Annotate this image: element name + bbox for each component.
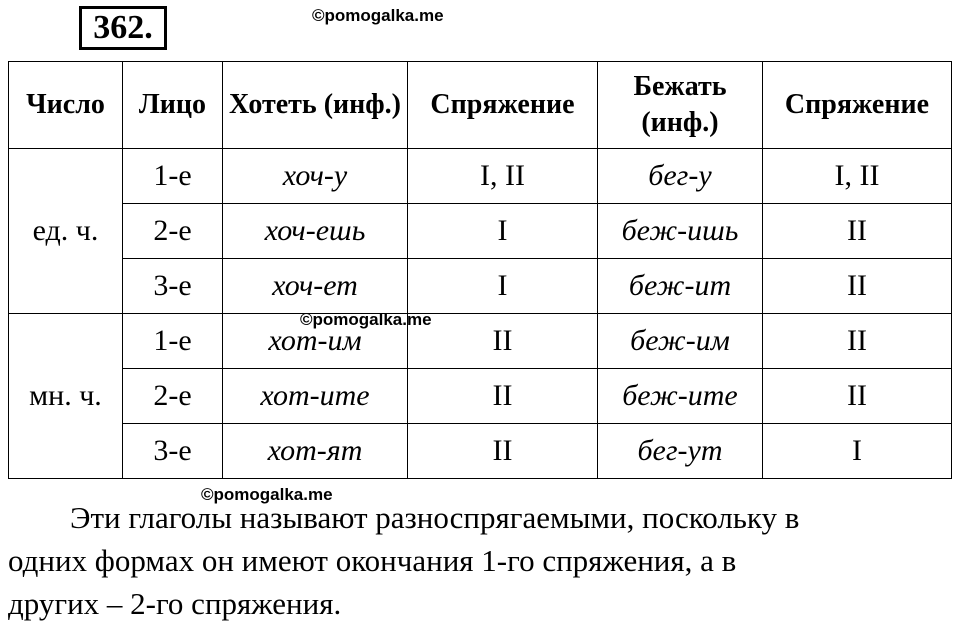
paragraph-line: Эти глаголы называют разноспрягаемыми, поскольку в xyxy=(70,500,800,535)
exercise-number: 362. xyxy=(79,6,167,50)
header-conjugation: Спряжение xyxy=(763,62,952,149)
run-form-cell: бег-ут xyxy=(598,424,763,479)
run-form-cell: беж-ишь xyxy=(598,204,763,259)
watermark: ©pomogalka.me xyxy=(312,6,444,25)
table-row xyxy=(9,314,952,369)
want-conjugation-cell: II xyxy=(408,314,598,369)
run-conjugation-cell: II xyxy=(763,259,952,314)
conjugation-table xyxy=(8,61,952,479)
want-form-cell: хот-ят xyxy=(223,424,408,479)
header-run-infinitive: Бежать (инф.) xyxy=(598,62,763,149)
table-header-row xyxy=(9,62,952,149)
run-conjugation-cell: I, II xyxy=(763,149,952,204)
want-form-cell: хот-ите xyxy=(223,369,408,424)
paragraph-line: других – 2-го спряжения. xyxy=(8,586,342,621)
want-form-cell: хоч-у xyxy=(223,149,408,204)
table-row xyxy=(9,259,952,314)
number-plural: мн. ч. xyxy=(9,314,123,479)
person-cell: 2-е xyxy=(123,204,223,259)
header-want-infinitive: Хотеть (инф.) xyxy=(223,62,408,149)
table-row xyxy=(9,369,952,424)
table-row xyxy=(9,424,952,479)
table-row xyxy=(9,204,952,259)
person-cell: 2-е xyxy=(123,369,223,424)
run-form-cell: беж-ит xyxy=(598,259,763,314)
want-form-cell: хот-им xyxy=(223,314,408,369)
header-number: Число xyxy=(9,62,123,149)
header-conjugation: Спряжение xyxy=(408,62,598,149)
want-conjugation-cell: II xyxy=(408,424,598,479)
person-cell: 1-е xyxy=(123,314,223,369)
number-singular: ед. ч. xyxy=(9,149,123,314)
run-form-cell: беж-ите xyxy=(598,369,763,424)
run-conjugation-cell: II xyxy=(763,204,952,259)
run-conjugation-cell: II xyxy=(763,369,952,424)
want-conjugation-cell: I xyxy=(408,204,598,259)
run-conjugation-cell: II xyxy=(763,314,952,369)
want-form-cell: хоч-ешь xyxy=(223,204,408,259)
want-conjugation-cell: II xyxy=(408,369,598,424)
run-conjugation-cell: I xyxy=(763,424,952,479)
explanation-paragraph xyxy=(8,496,953,625)
person-cell: 3-е xyxy=(123,259,223,314)
watermark: ©pomogalka.me xyxy=(201,485,333,504)
table-row xyxy=(9,149,952,204)
run-form-cell: беж-им xyxy=(598,314,763,369)
paragraph-line: одних формах он имеют окончания 1-го спряжения, а в xyxy=(8,543,737,578)
want-conjugation-cell: I xyxy=(408,259,598,314)
want-conjugation-cell: I, II xyxy=(408,149,598,204)
want-form-cell: хоч-ет xyxy=(223,259,408,314)
person-cell: 3-е xyxy=(123,424,223,479)
person-cell: 1-е xyxy=(123,149,223,204)
watermark: ©pomogalka.me xyxy=(300,310,432,329)
header-person: Лицо xyxy=(123,62,223,149)
run-form-cell: бег-у xyxy=(598,149,763,204)
